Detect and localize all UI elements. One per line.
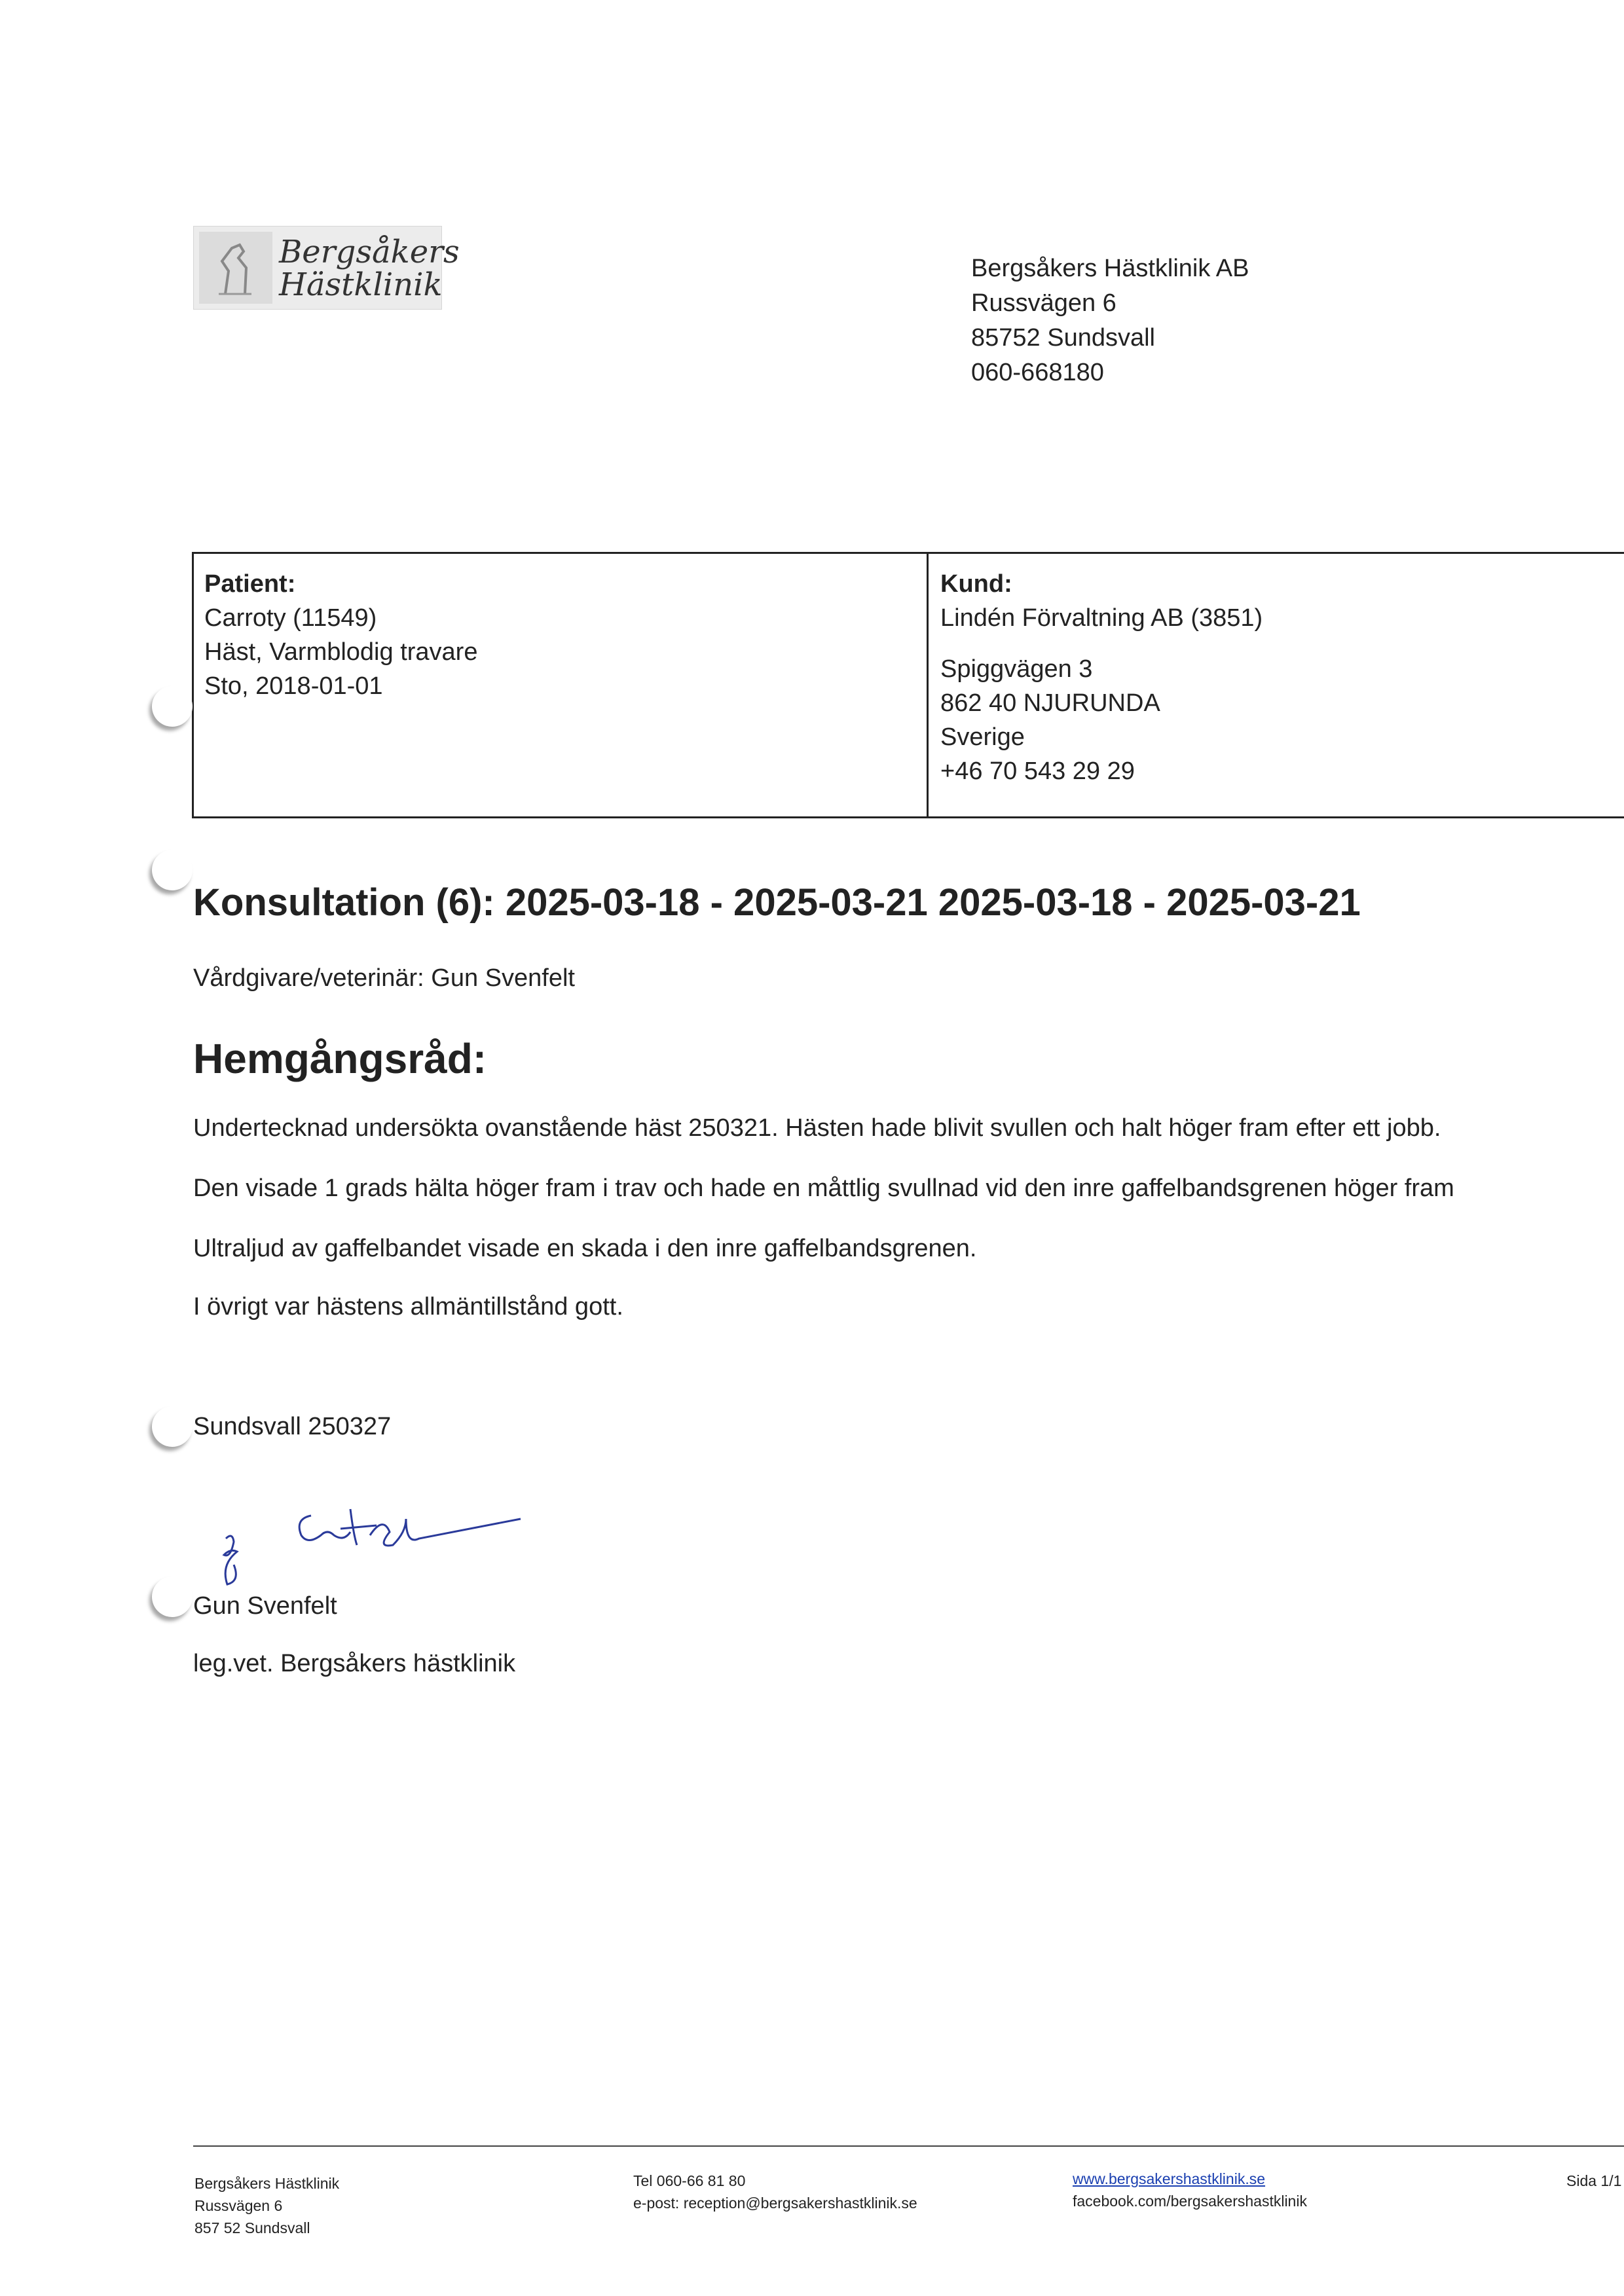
punch-hole — [152, 1576, 193, 1617]
footer-contact — [633, 2170, 917, 2214]
signer-title: leg.vet. Bergsåkers hästklinik — [193, 1650, 516, 1677]
clinic-street: Russvägen 6 — [971, 289, 1116, 317]
footer-web — [1073, 2168, 1307, 2212]
handwritten-signature — [213, 1496, 527, 1594]
punch-hole — [152, 686, 193, 727]
footer-street: Russvägen 6 — [194, 2197, 283, 2214]
horse-logo-image — [199, 232, 272, 304]
customer-name: Lindén Förvaltning AB (3851) — [940, 604, 1263, 632]
table-divider — [927, 552, 929, 818]
advice-paragraph: Den visade 1 grads hälta höger fram i trav och hade en måttlig svullnad vid den inre gaffelbandsgrenen höger fram — [193, 1175, 1454, 1202]
place-date: Sundsvall 250327 — [193, 1413, 392, 1440]
clinic-name: Bergsåkers Hästklinik AB — [971, 255, 1249, 282]
signer-name: Gun Svenfelt — [193, 1592, 337, 1620]
clinic-address — [971, 251, 1249, 390]
footer-facebook: facebook.com/bergsakershastklinik — [1073, 2193, 1307, 2210]
patient-sex-birthdate: Sto, 2018-01-01 — [204, 672, 383, 700]
patient-info — [204, 567, 477, 703]
advice-paragraph: I övrigt var hästens allmäntillstånd gott. — [193, 1293, 623, 1321]
page-number: Sida 1/1 — [1566, 2172, 1622, 2189]
footer-phone: Tel 060-66 81 80 — [633, 2172, 746, 2189]
logo-wordmark: Bergsåkers Hästklinik — [279, 234, 460, 303]
customer-label: Kund: — [940, 570, 1012, 598]
footer-email: e-post: reception@bergsakershastklinik.se — [633, 2195, 917, 2212]
advice-paragraph: Ultraljud av gaffelbandet visade en skada i den inre gaffelbandsgrenen. — [193, 1235, 977, 1262]
customer-city: 862 40 NJURUNDA — [940, 689, 1160, 717]
customer-street: Spiggvägen 3 — [940, 655, 1093, 683]
customer-info — [940, 567, 1263, 788]
patient-species: Häst, Varmblodig travare — [204, 638, 478, 666]
clinic-logo — [193, 226, 460, 310]
footer-website-link[interactable]: www.bergsakershastklinik.se — [1073, 2170, 1266, 2187]
footer-address — [194, 2172, 339, 2239]
patient-name: Carroty (11549) — [204, 604, 377, 632]
patient-label: Patient: — [204, 570, 296, 598]
caregiver-line: Vårdgivare/veterinär: Gun Svenfelt — [193, 964, 575, 992]
customer-country: Sverige — [940, 723, 1025, 751]
customer-phone: +46 70 543 29 29 — [940, 757, 1135, 785]
footer-city: 857 52 Sundsvall — [194, 2219, 310, 2236]
advice-paragraph: Undertecknad undersökta ovanstående häst 250321. Hästen hade blivit svullen och halt höger fram efter ett jobb. — [193, 1114, 1441, 1142]
punch-hole — [152, 850, 193, 890]
advice-heading: Hemgångsråd: — [193, 1035, 487, 1082]
footer-clinic-name: Bergsåkers Hästklinik — [194, 2175, 340, 2192]
punch-hole — [152, 1406, 193, 1447]
footer-divider — [193, 2145, 1624, 2147]
clinic-phone: 060-668180 — [971, 359, 1104, 386]
clinic-city: 85752 Sundsvall — [971, 324, 1155, 352]
consultation-heading: Konsultation (6): 2025-03-18 - 2025-03-21 2025-03-18 - 2025-03-21 — [193, 881, 1361, 924]
